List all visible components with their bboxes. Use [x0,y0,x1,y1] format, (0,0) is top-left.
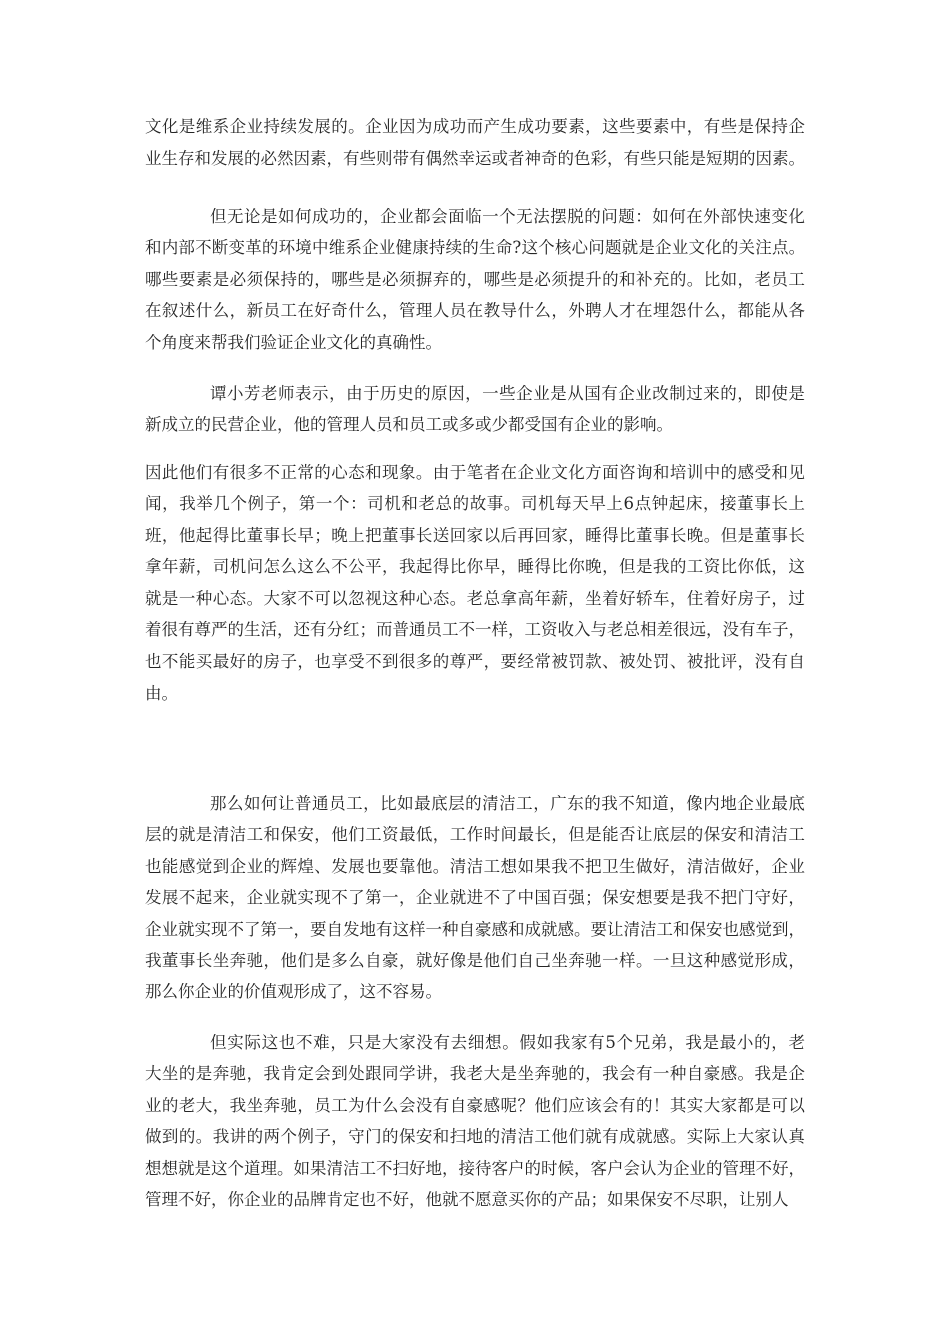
text-line: 层的就是清洁工和保安，他们工资最低，工作时间最长，但是能否让底层的保安和清洁工 [145,825,806,844]
text-line: 个角度来帮我们验证企业文化的真确性。 [145,333,442,352]
text-line: 那么你企业的价值观形成了，这不容易。 [145,982,442,1001]
text-line: 想想就是这个道理。如果清洁工不扫好地，接待客户的时候，客户会认为企业的管理不好， [145,1159,805,1178]
text-line: 业的老大，我坐奔驰，员工为什么会没有自豪感呢？他们应该会有的！其实大家都是可以 [145,1096,806,1115]
text-line: 在叙述什么，新员工在好奇什么，管理人员在教导什么，外聘人才在埋怨什么，都能从各 [145,301,806,320]
text-line: 但实际这也不难，只是大家没有去细想。假如我家有5个兄弟，我是最小的，老 [210,1033,806,1052]
text-line: 新成立的民营企业，他的管理人员和员工或多或少都受国有企业的影响。 [145,415,673,434]
text-line: 闻，我举几个例子，第一个：司机和老总的故事。司机每天早上6点钟起床，接董事长上 [145,494,806,513]
text-line: 那么如何让普通员工，比如最底层的清洁工，广东的我不知道，像内地企业最底 [210,794,806,813]
text-line: 也不能买最好的房子，也享受不到很多的尊严，要经常被罚款、被处罚、被批评，没有自 [145,652,806,671]
text-line: 做到的。我讲的两个例子，守门的保安和扫地的清洁工他们就有成就感。实际上大家认真 [145,1127,806,1146]
text-line: 企业就实现不了第一，要自发地有这样一种自豪感和成就感。要让清洁工和保安也感觉到， [145,920,805,939]
text-line: 我董事长坐奔驰，他们是多么自豪，就好像是他们自己坐奔驰一样。一旦这种感觉形成， [145,951,806,970]
text-line: 班，他起得比董事长早；晚上把董事长送回家以后再回家，睡得比董事长晚。但是董事长 [145,526,806,545]
text-line: 哪些要素是必须保持的，哪些是必须摒弃的，哪些是必须提升的和补充的。比如，老员工 [145,270,806,289]
text-line: 文化是维系企业持续发展的。企业因为成功而产生成功要素，这些要素中，有些是保持企 [145,117,806,136]
text-line: 和内部不断变革的环境中维系企业健康持续的生命?这个核心问题就是企业文化的关注点。 [145,238,806,257]
text-line: 因此他们有很多不正常的心态和现象。由于笔者在企业文化方面咨询和培训中的感受和见 [145,463,806,482]
text-line: 着很有尊严的生活，还有分红；而普通员工不一样，工资收入与老总相差很远，没有车子， [145,620,805,639]
text-line: 但无论是如何成功的，企业都会面临一个无法摆脱的问题：如何在外部快速变化 [210,207,806,226]
text-line: 拿年薪，司机问怎么这么不公平，我起得比你早，睡得比你晚，但是我的工资比你低，这 [145,557,806,576]
text-line: 也能感觉到企业的辉煌、发展也要靠他。清洁工想如果我不把卫生做好，清洁做好，企业 [145,857,806,876]
text-line: 业生存和发展的必然因素，有些则带有偶然幸运或者神奇的色彩，有些只能是短期的因素。 [145,149,805,168]
text-line: 谭小芳老师表示，由于历史的原因，一些企业是从国有企业改制过来的，即使是 [210,384,806,403]
text-line: 由。 [145,684,178,703]
text-line: 就是一种心态。大家不可以忽视这种心态。老总拿高年薪，坐着好轿车，住着好房子，过 [145,589,806,608]
text-line: 大坐的是奔驰，我肯定会到处跟同学讲，我老大是坐奔驰的，我会有一种自豪感。我是企 [145,1064,806,1083]
text-line: 发展不起来，企业就实现不了第一，企业就进不了中国百强；保安想要是我不把门守好， [145,888,806,907]
text-line: 管理不好，你企业的品牌肯定也不好，他就不愿意买你的产品；如果保安不尽职，让别人 [145,1190,789,1209]
